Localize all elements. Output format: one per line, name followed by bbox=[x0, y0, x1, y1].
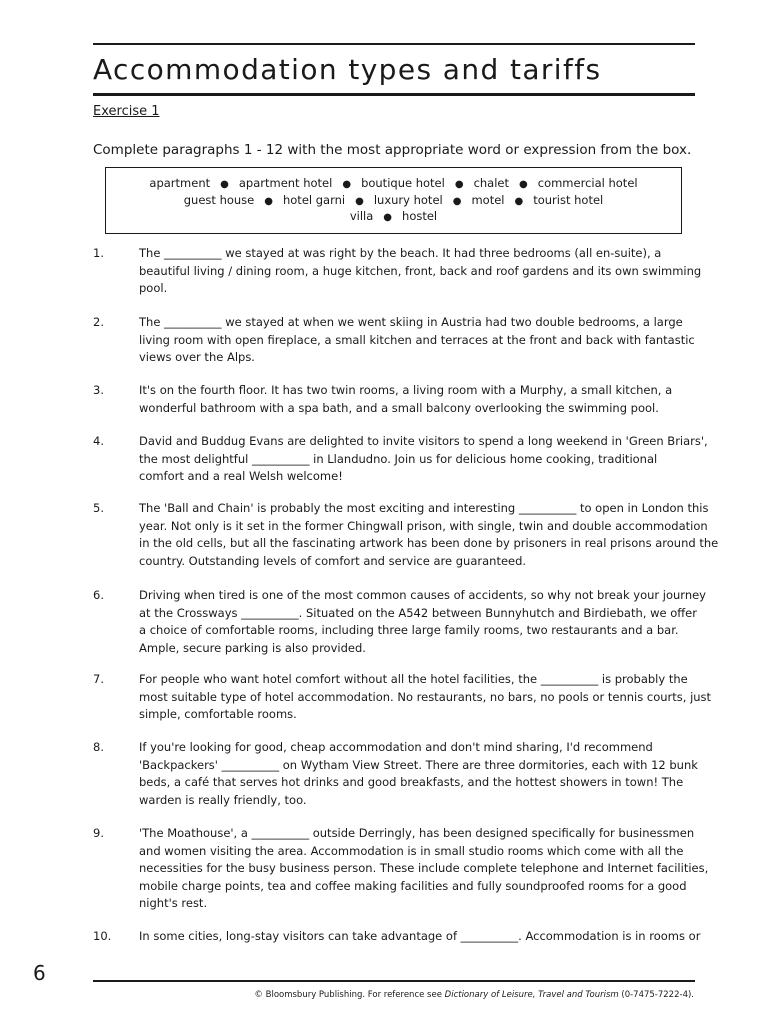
item-number: 1. bbox=[93, 246, 104, 260]
footer-prefix: © Bloomsbury Publishing. For reference see bbox=[254, 990, 445, 1000]
item-line: Ample, secure parking is also provided. bbox=[139, 640, 366, 655]
item-number: 5. bbox=[93, 501, 104, 515]
item-text bbox=[139, 825, 709, 913]
item-line: at the Crossways __________. Situated on the A542 between Bunnyhutch and Birdiebath, we offer bbox=[139, 605, 697, 620]
item-text bbox=[139, 739, 698, 809]
item-number: 2. bbox=[93, 315, 104, 329]
item-line: and women visiting the area. Accommodation is in small studio rooms which come with all the bbox=[139, 843, 684, 858]
item-text bbox=[139, 314, 695, 367]
item-number: 7. bbox=[93, 672, 104, 686]
bullet-icon: ● bbox=[383, 212, 393, 223]
item-number: 6. bbox=[93, 588, 104, 602]
item-text bbox=[139, 433, 708, 486]
bullet-icon: ● bbox=[454, 179, 464, 190]
page-number: 6 bbox=[33, 961, 46, 985]
bullet-icon: ● bbox=[519, 179, 528, 190]
item-line: 'The Moathouse', a __________ outside Derringly, has been designed specifically for businessmen bbox=[139, 826, 695, 840]
item-line: a choice of comfortable rooms, including three large family rooms, two restaurants and a bar. bbox=[139, 623, 679, 637]
word-option: boutique hotel bbox=[361, 176, 445, 190]
bullet-icon: ● bbox=[342, 179, 352, 190]
item-line: wonderful bathroom with a spa bath, and a small balcony overlooking the swimming pool. bbox=[139, 400, 659, 415]
item-line: pool. bbox=[139, 281, 168, 295]
word-option: hostel bbox=[402, 209, 438, 223]
item-line: in the old cells, but all the fascinating artwork has been done by prisoners in real prisons around the bbox=[139, 536, 719, 550]
item-line: the most delightful __________ in Llandudno. Join us for delicious home cooking, traditional bbox=[139, 451, 658, 466]
footer-book-title: Dictionary of Leisure, Travel and Tourism bbox=[444, 990, 619, 1000]
item-number: 9. bbox=[93, 826, 104, 840]
item-line: In some cities, long-stay visitors can take advantage of __________. Accommodation is in rooms or bbox=[139, 929, 701, 943]
item-text bbox=[139, 928, 701, 946]
instruction-text: Complete paragraphs 1 - 12 with the most appropriate word or expression from the box. bbox=[93, 142, 692, 158]
word-option: villa bbox=[349, 209, 374, 223]
word-option: guest house bbox=[183, 192, 255, 207]
word-box-line-3 bbox=[106, 209, 681, 226]
item-number: 10. bbox=[93, 929, 112, 943]
exercise-label: Exercise 1 bbox=[93, 104, 160, 119]
word-option: apartment hotel bbox=[238, 176, 333, 190]
item-line: The __________ we stayed at was right by the beach. It had three bedrooms (all en-suite), a bbox=[139, 246, 662, 260]
item-line: If you're looking for good, cheap accommodation and don't mind sharing, I'd recommend bbox=[139, 740, 653, 754]
top-rule bbox=[93, 43, 695, 45]
item-text bbox=[139, 245, 702, 298]
page-title: Accommodation types and tariffs bbox=[93, 53, 602, 86]
item-line: mobile charge points, tea and coffee making facilities and fully soundproofed rooms for a good bbox=[139, 878, 687, 893]
item-text bbox=[139, 587, 706, 657]
bullet-icon: ● bbox=[220, 179, 229, 190]
item-text bbox=[139, 671, 712, 724]
item-number: 8. bbox=[93, 740, 104, 754]
item-line: For people who want hotel comfort without all the hotel facilities, the __________ is probably the bbox=[139, 672, 688, 686]
footer-rule bbox=[93, 980, 695, 982]
word-option: hotel garni bbox=[282, 192, 346, 207]
item-line: most suitable type of hotel accommodation. No restaurants, no bars, no pools or tennis courts, just bbox=[139, 689, 712, 704]
word-option: commercial hotel bbox=[537, 176, 638, 190]
bullet-icon: ● bbox=[264, 195, 273, 207]
item-number: 4. bbox=[93, 434, 104, 448]
item-number: 3. bbox=[93, 383, 104, 397]
word-option: chalet bbox=[473, 176, 510, 190]
item-text bbox=[139, 382, 695, 417]
word-box-line-1 bbox=[106, 176, 681, 193]
item-line: necessities for the busy business person. These include complete telephone and Internet facilities, bbox=[139, 861, 709, 875]
item-line: Driving when tired is one of the most common causes of accidents, so why not break your journey bbox=[139, 588, 706, 602]
word-box bbox=[105, 167, 682, 234]
word-option: apartment bbox=[149, 176, 211, 190]
bullet-icon: ● bbox=[514, 195, 524, 207]
title-rule bbox=[93, 93, 695, 96]
item-line: country. Outstanding levels of comfort and service are guaranteed. bbox=[139, 553, 527, 568]
item-line: The 'Ball and Chain' is probably the most exciting and interesting __________ to open in London this bbox=[139, 501, 709, 515]
item-line: night's rest. bbox=[139, 896, 208, 910]
item-line: David and Buddug Evans are delighted to invite visitors to spend a long weekend in 'Green Briars', bbox=[139, 434, 708, 448]
footer-suffix: (0-7475-7222-4). bbox=[618, 990, 694, 1000]
item-line: living room with open fireplace, a small kitchen and terraces at the front and back with fantastic bbox=[139, 332, 695, 347]
bullet-icon: ● bbox=[452, 195, 462, 207]
item-line: comfort and a real Welsh welcome! bbox=[139, 469, 343, 483]
item-line: simple, comfortable rooms. bbox=[139, 707, 297, 721]
item-line: The __________ we stayed at when we went skiing in Austria had two double bedrooms, a large bbox=[139, 315, 683, 329]
item-text bbox=[139, 500, 719, 570]
item-line: beds, a café that serves hot drinks and good breakfasts, and the hottest showers in town! The bbox=[139, 775, 684, 789]
item-line: warden is really friendly, too. bbox=[139, 792, 307, 807]
item-line: 'Backpackers' __________ on Wytham View Street. There are three dormitories, each with 12 bunk bbox=[139, 757, 698, 772]
word-option: luxury hotel bbox=[373, 192, 443, 207]
bullet-icon: ● bbox=[355, 195, 364, 207]
word-option: tourist hotel bbox=[533, 192, 604, 207]
item-line: beautiful living / dining room, a huge kitchen, front, back and roof gardens and its own swimming bbox=[139, 263, 702, 278]
word-option: motel bbox=[471, 192, 505, 207]
footer-note bbox=[254, 989, 694, 1001]
word-box-line-2 bbox=[106, 193, 681, 210]
item-line: It's on the fourth floor. It has two twin rooms, a living room with a Murphy, a small kitchen, a bbox=[139, 383, 673, 397]
item-line: year. Not only is it set in the former Chingwall prison, with single, twin and double accommodation bbox=[139, 518, 708, 533]
item-line: views over the Alps. bbox=[139, 350, 255, 364]
